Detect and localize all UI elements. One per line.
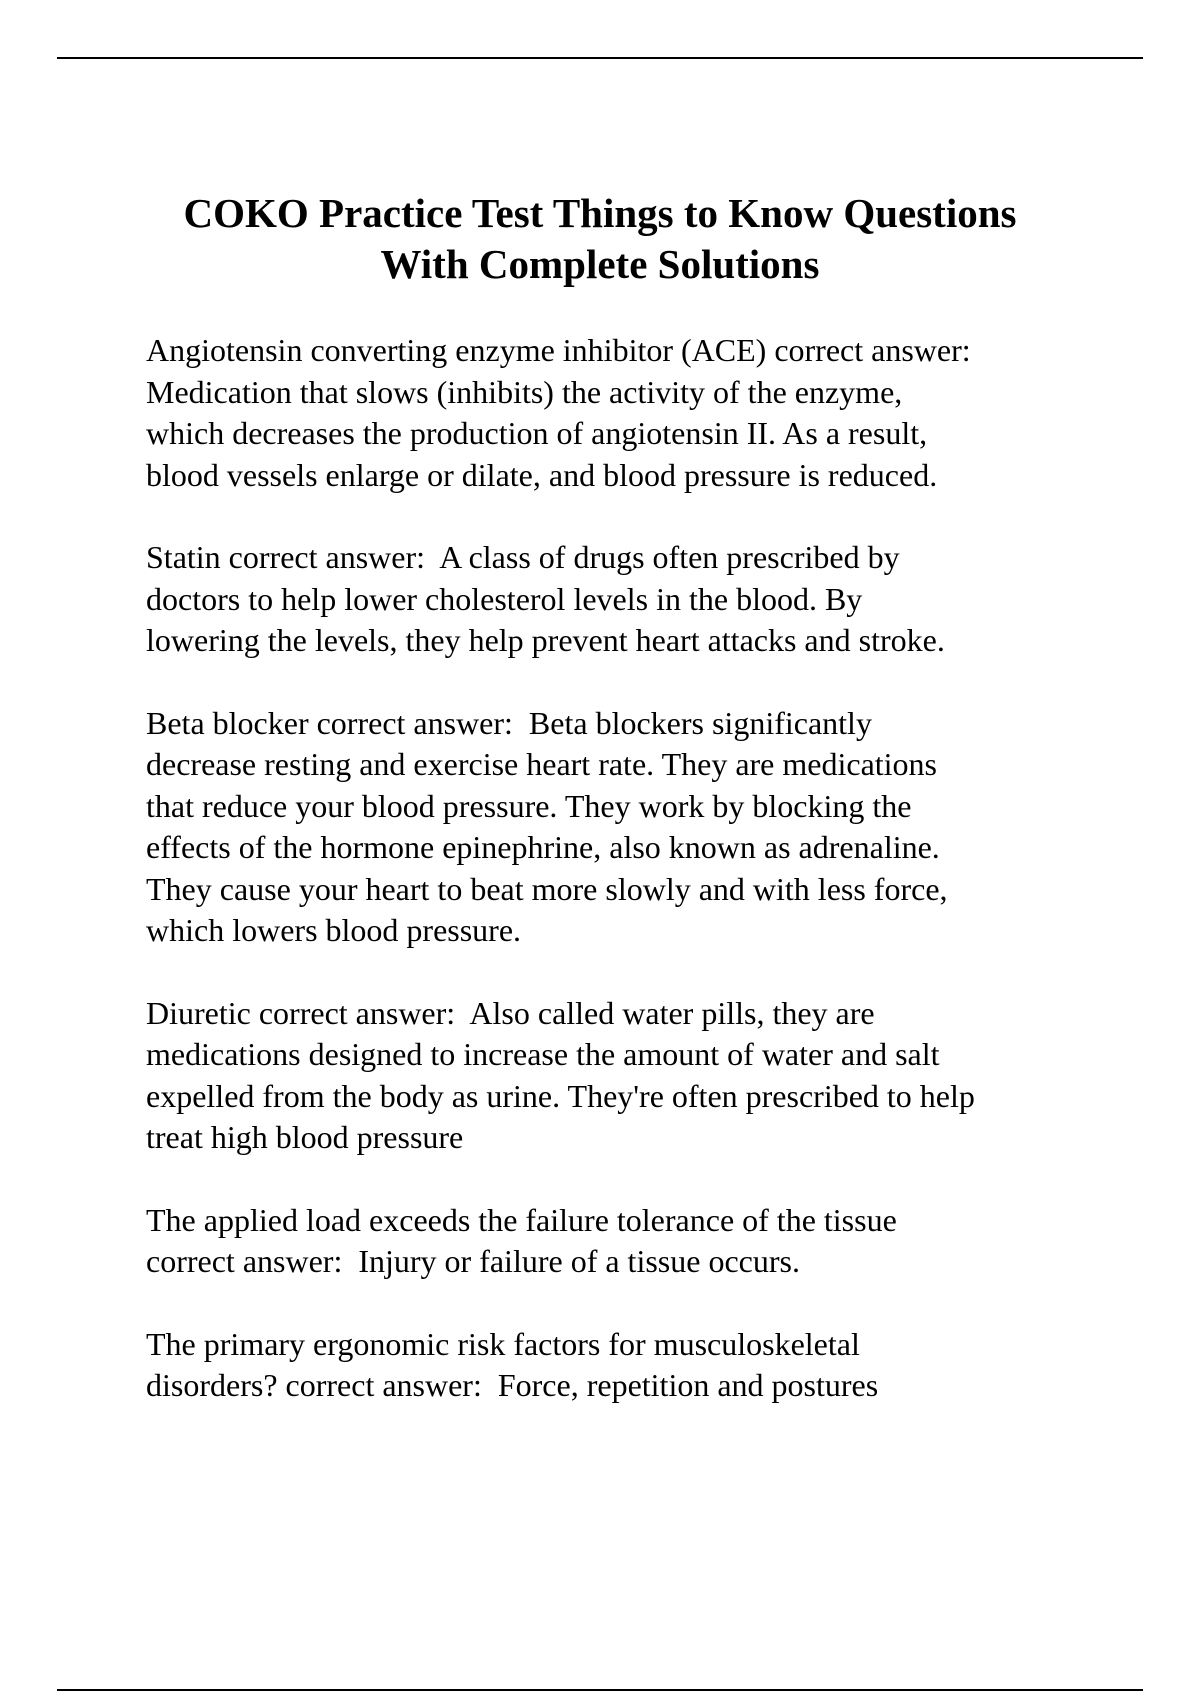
text-line: Beta blocker correct answer: Beta blockers significantly — [146, 704, 872, 741]
text-line: doctors to help lower cholesterol levels in the blood. By — [146, 580, 863, 617]
text-line: decrease resting and exercise heart rate. They are medications — [146, 746, 937, 782]
text-line: The primary ergonomic risk factors for musculoskeletal — [146, 1325, 860, 1362]
qa-entry-beta-blocker — [146, 703, 1101, 952]
text-line: disorders? correct answer: Force, repetition and postures — [146, 1367, 879, 1403]
text-line: that reduce your blood pressure. They work by blocking the — [146, 787, 912, 824]
qa-list — [146, 330, 1101, 1448]
text-line: correct answer: Injury or failure of a tissue occurs. — [146, 1243, 800, 1279]
title-line: With Complete Solutions — [380, 241, 820, 287]
qa-entry-ace-inhibitor — [146, 330, 1101, 496]
page-title — [100, 188, 1100, 290]
text-line: Diuretic correct answer: Also called water pills, they are — [146, 994, 875, 1031]
text-line: Medication that slows (inhibits) the activity of the enzyme, — [146, 373, 903, 410]
text-line: Angiotensin converting enzyme inhibitor (ACE) correct answer: — [146, 332, 971, 368]
top-divider — [57, 57, 1143, 59]
text-line: Statin correct answer: A class of drugs often prescribed by — [146, 539, 900, 575]
text-line: effects of the hormone epinephrine, also known as adrenaline. — [146, 829, 940, 865]
title-line: COKO Practice Test Things to Know Questions — [183, 190, 1017, 236]
text-line: expelled from the body as urine. They're often prescribed to help — [146, 1077, 975, 1114]
text-line: treat high blood pressure — [146, 1119, 464, 1155]
qa-entry-applied-load — [146, 1200, 1101, 1283]
bottom-divider — [57, 1689, 1143, 1691]
text-line: which decreases the production of angiotensin II. As a result, — [146, 415, 928, 451]
text-line: blood vessels enlarge or dilate, and blood pressure is reduced. — [146, 456, 938, 493]
text-line: The applied load exceeds the failure tolerance of the tissue — [146, 1201, 897, 1238]
text-line: which lowers blood pressure. — [146, 912, 522, 948]
text-line: lowering the levels, they help prevent heart attacks and stroke. — [146, 622, 945, 658]
qa-entry-diuretic — [146, 993, 1101, 1159]
text-line: They cause your heart to beat more slowly and with less force, — [146, 870, 948, 907]
qa-entry-statin — [146, 537, 1101, 662]
qa-entry-ergonomic-risk — [146, 1324, 1101, 1407]
text-line: medications designed to increase the amount of water and salt — [146, 1036, 940, 1072]
